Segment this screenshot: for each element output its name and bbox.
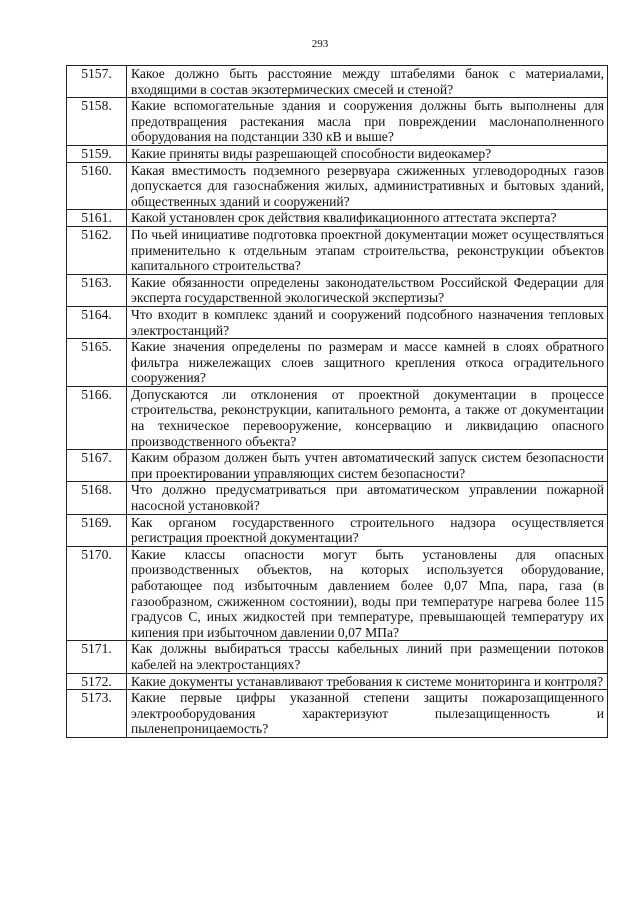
question-number: 5171. xyxy=(67,641,127,673)
question-text: Как должны выбираться трассы кабельных линий при размещении потоков кабелей на электростанциях? xyxy=(127,641,608,673)
question-number: 5165. xyxy=(67,339,127,387)
question-text: Какие вспомогательные здания и сооружения должны быть выполнены для предотвращения растекания масла при повреждении маслонаполненного оборудования на подстанции 330 кВ и выше? xyxy=(127,98,608,146)
question-text: Каким образом должен быть учтен автоматический запуск систем безопасности при проектировании управляющих систем безопасности? xyxy=(127,450,608,482)
question-number: 5173. xyxy=(67,690,127,738)
question-number: 5168. xyxy=(67,482,127,514)
table-row xyxy=(67,145,608,162)
table-row xyxy=(67,162,608,210)
table-row xyxy=(67,514,608,546)
question-number: 5166. xyxy=(67,386,127,449)
page-number: 293 xyxy=(311,38,329,50)
question-number: 5167. xyxy=(67,450,127,482)
question-text: Какая вместимость подземного резервуара сжиженных углеводородных газов допускается для газоснабжения жилых, административных и бытовых зданий, общественных зданий и сооружений? xyxy=(127,162,608,210)
question-number: 5172. xyxy=(67,673,127,690)
table-row xyxy=(67,226,608,274)
table-row xyxy=(67,98,608,146)
question-number: 5169. xyxy=(67,514,127,546)
question-text: Допускаются ли отклонения от проектной документации в процессе строительства, реконструкции, капитального ремонта, а также от документации на техническое перевооружение, консервацию и ликвидацию опасного производственного объекта? xyxy=(127,386,608,449)
question-number: 5157. xyxy=(67,66,127,98)
question-text: Какие классы опасности могут быть установлены для опасных производственных объектов, на которых используется оборудование, работающее под избыточным давлением более 0,07 Мпа, пара, газа (в газообразном, сжиженном состоянии), воды при температуре нагрева более 115 градусов С, иных жидкостей при температуре, превышающей температуру их кипения при избыточном давлении 0,07 МПа? xyxy=(127,546,608,641)
question-number: 5163. xyxy=(67,274,127,306)
question-text: По чьей инициативе подготовка проектной документации может осуществляться применительно к отдельным этапам строительства, реконструкции объектов капитального строительства? xyxy=(127,226,608,274)
question-number: 5170. xyxy=(67,546,127,641)
question-text: Какое должно быть расстояние между штабелями банок с материалами, входящими в состав экзотермических смесей и стеной? xyxy=(127,66,608,98)
question-text: Какой установлен срок действия квалификационного аттестата эксперта? xyxy=(127,210,608,227)
table-row xyxy=(67,482,608,514)
question-text: Что входит в комплекс зданий и сооружений подсобного назначения тепловых электростанций? xyxy=(127,306,608,338)
question-number: 5159. xyxy=(67,145,127,162)
table-row xyxy=(67,546,608,641)
table-row xyxy=(67,386,608,449)
questions-table xyxy=(66,65,608,738)
table-row xyxy=(67,450,608,482)
question-number: 5164. xyxy=(67,306,127,338)
question-number: 5162. xyxy=(67,226,127,274)
table-row xyxy=(67,210,608,227)
question-text: Какие документы устанавливают требования к системе мониторинга и контроля? xyxy=(127,673,608,690)
table-row xyxy=(67,690,608,738)
question-number: 5158. xyxy=(67,98,127,146)
table-row xyxy=(67,641,608,673)
question-number: 5161. xyxy=(67,210,127,227)
table-row xyxy=(67,66,608,98)
question-text: Какие первые цифры указанной степени защиты пожарозащищенного электрооборудования характеризуют пылезащищенность и пыленепроницаемость? xyxy=(127,690,608,738)
table-row xyxy=(67,339,608,387)
question-text: Что должно предусматриваться при автоматическом управлении пожарной насосной установкой? xyxy=(127,482,608,514)
question-text: Как органом государственного строительного надзора осуществляется регистрация проектной документации? xyxy=(127,514,608,546)
table-row xyxy=(67,274,608,306)
table-row xyxy=(67,306,608,338)
table-row xyxy=(67,673,608,690)
question-text: Какие приняты виды разрешающей способности видеокамер? xyxy=(127,145,608,162)
question-text: Какие обязанности определены законодательством Российской Федерации для эксперта государственной экологической экспертизы? xyxy=(127,274,608,306)
question-text: Какие значения определены по размерам и массе камней в слоях обратного фильтра нижележащих слоев защитного крепления откоса оградительного сооружения? xyxy=(127,339,608,387)
question-number: 5160. xyxy=(67,162,127,210)
